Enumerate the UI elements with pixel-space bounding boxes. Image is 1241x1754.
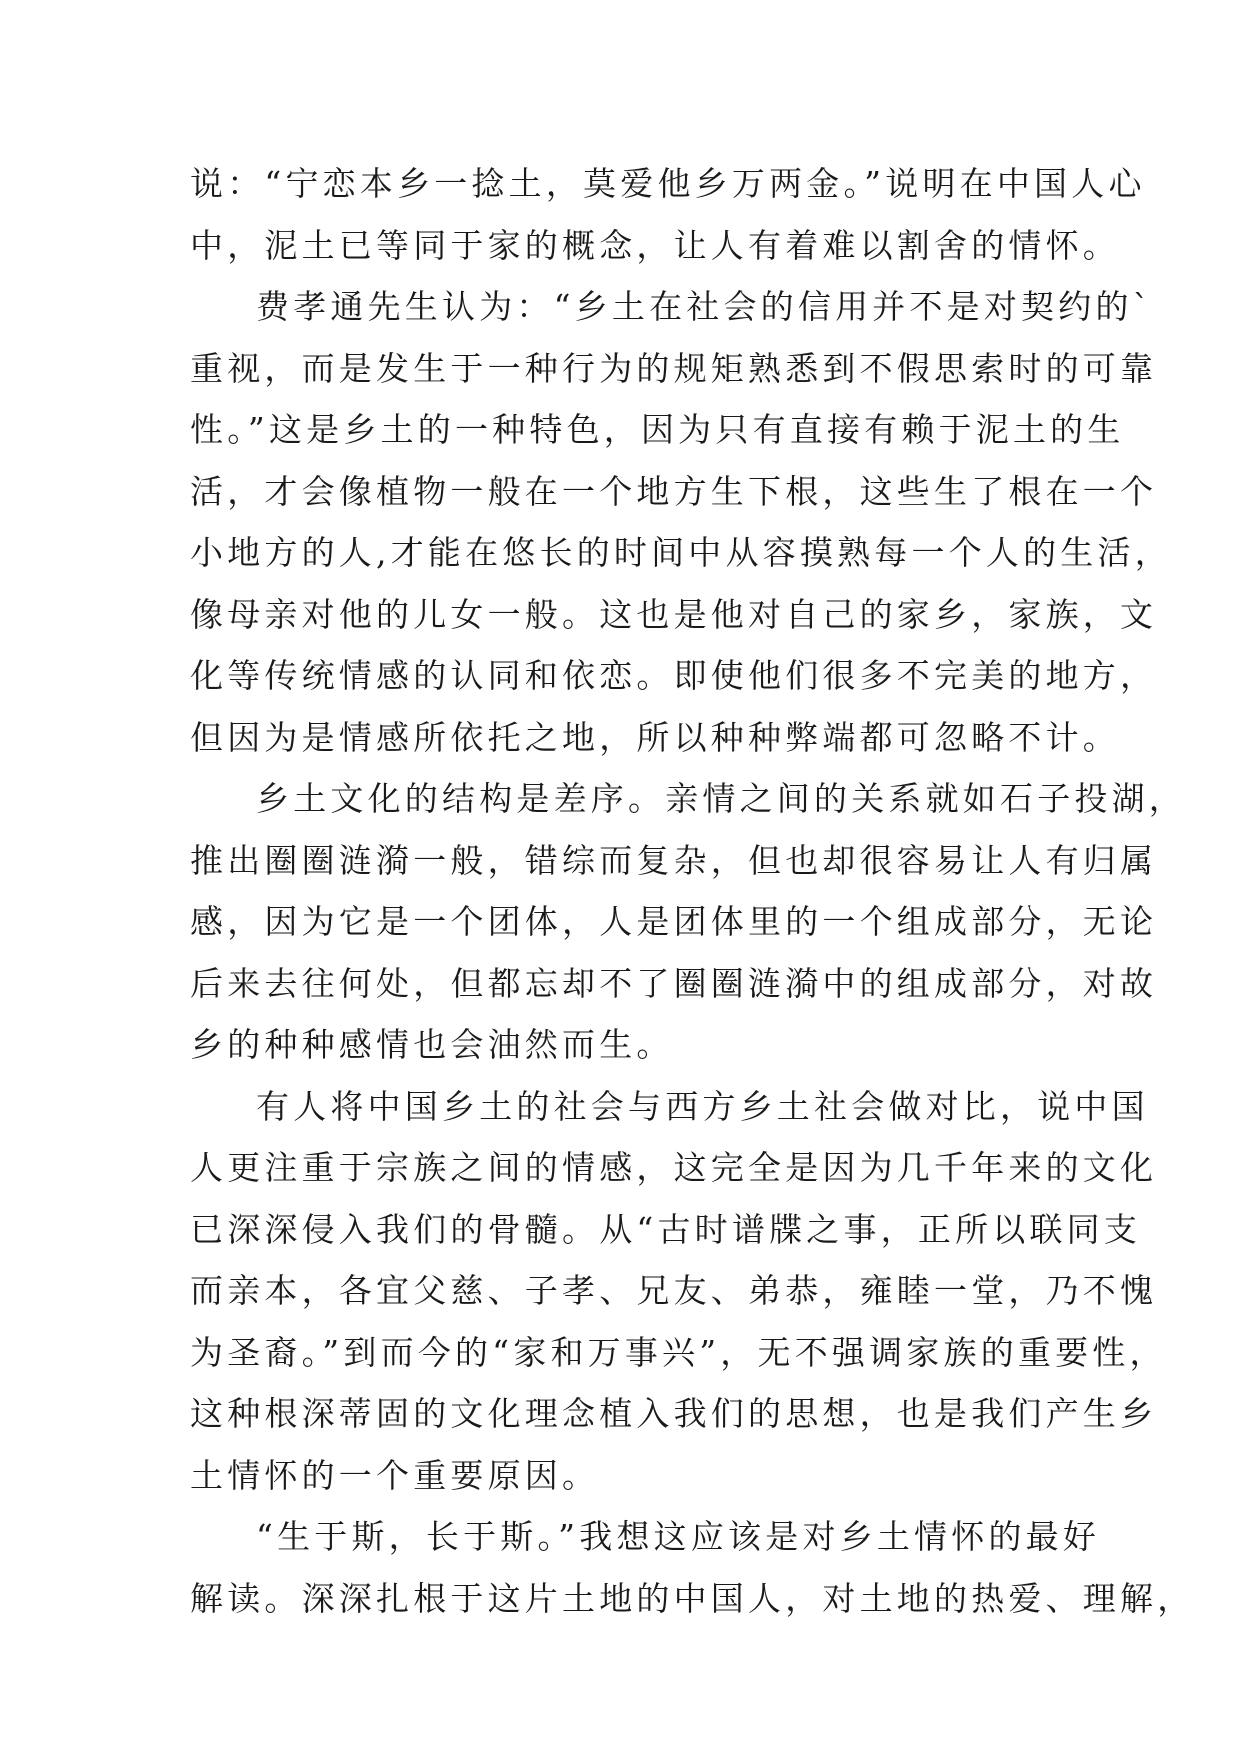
text-line: 已深深侵入我们的骨髓。从“古时谱牒之事，正所以联同支 <box>190 1209 1142 1249</box>
text-line: 土情怀的一个重要原因。 <box>190 1455 600 1495</box>
text-line: 活，才会像植物一般在一个地方生下根，这些生了根在一个 <box>190 471 1158 511</box>
paragraph-start-line: 乡土文化的结构是差序。亲情之间的关系就如石子投湖， <box>256 779 1186 818</box>
text-line: 为圣裔。”到而今的“家和万事兴”，无不强调家族的重要性， <box>190 1332 1167 1372</box>
text-line: 后来去往何处，但都忘却不了圈圈涟漪中的组成部分，对故 <box>190 963 1158 1003</box>
text-line: 说：“宁恋本乡一捻土，莫爱他乡万两金。”说明在中国人心 <box>190 164 1146 203</box>
paragraph-start-line: 费孝通先生认为：“乡土在社会的信用并不是对契约的` <box>256 287 1154 326</box>
text-line: 而亲本，各宜父慈、子孝、兄友、弟恭，雍睦一堂，乃不愧 <box>190 1271 1158 1310</box>
text-line: 但因为是情感所依托之地，所以种种弊端都可忽略不计。 <box>190 717 1120 757</box>
text-line: 感，因为它是一个团体，人是团体里的一个组成部分，无论 <box>190 902 1158 941</box>
body-text <box>190 153 1195 1629</box>
text-line: 这种根深蒂固的文化理念植入我们的思想，也是我们产生乡 <box>190 1394 1158 1433</box>
paragraph-start-line: “生于斯，长于斯。”我想这应该是对乡土情怀的最好 <box>256 1517 1101 1556</box>
text-line: 像母亲对他的儿女一般。这也是他对自己的家乡，家族，文 <box>190 594 1158 634</box>
text-line: 推出圈圈涟漪一般，错综而复杂，但也却很容易让人有归属 <box>190 840 1158 880</box>
text-line: 化等传统情感的认同和依恋。即使他们很多不完美的地方， <box>190 656 1158 695</box>
text-line: 小地方的人,才能在悠长的时间中从容摸熟每一个人的生活， <box>190 533 1172 572</box>
paragraph-start-line: 有人将中国乡土的社会与西方乡土社会做对比，说中国 <box>256 1086 1149 1126</box>
text-line: 解读。深深扎根于这片土地的中国人，对土地的热爱、理解， <box>190 1578 1195 1618</box>
text-line: 中，泥土已等同于家的概念，让人有着难以割舍的情怀。 <box>190 225 1120 265</box>
text-line: 性。”这是乡土的一种特色，因为只有直接有赖于泥土的生 <box>190 410 1125 449</box>
text-line: 重视，而是发生于一种行为的规矩熟悉到不假思索时的可靠 <box>190 348 1158 388</box>
text-line: 乡的种种感情也会油然而生。 <box>190 1025 674 1064</box>
text-line: 人更注重于宗族之间的情感，这完全是因为几千年来的文化 <box>190 1148 1158 1187</box>
